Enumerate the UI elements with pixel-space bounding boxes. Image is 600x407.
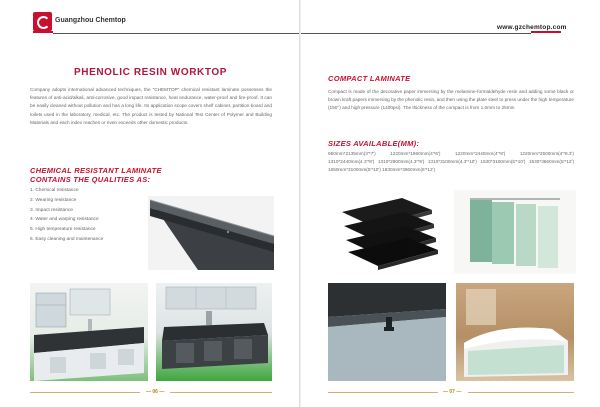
worktop-joint-photo: [328, 283, 446, 381]
header-rule-right: [301, 33, 531, 34]
brand-name: Guangzhou Chemtop: [55, 17, 126, 24]
page-number-rule: [170, 392, 272, 393]
sizes-heading: SIZES AVAILABLE(MM):: [328, 139, 420, 148]
intro-paragraph: Company adopts international advanced techniques, the "CHEMTOP" chemical resistant laminate possesses the features of anti-acid/alkali, anti-corrosive, good impact resistance, heat endurance, water-proof and fire-proof. It can be easily cleaned without pollution and has a long life. Its application scope covers shelf cabinet, partition board and toilets used in the laboratory, medical, etc. The product is tested by National Test Center of Polymer and Building Materials and each index reaches or even exceeds other domestic products.: [30, 87, 272, 125]
page-number-rule: [30, 392, 140, 393]
lab-room-photo-2: [156, 283, 272, 381]
compact-paragraph: Compact is made of the decorative paper immersing by the melamine-formaldehyde resin and adding some black or brown kraft papers immersing by the phenolic resin, and then using the plate steel to press under the high temperature (150°) and high pressure (1400psi). The thickness of the compact is from 1.0mm to 25mm: [328, 89, 574, 111]
qualities-heading: [30, 166, 162, 184]
list-item: 6. Easy cleaning and maintenance: [30, 236, 104, 242]
worktop-edge-photo: [148, 196, 274, 270]
chemtop-logo-icon: [33, 12, 52, 31]
page-number-left: — 06 —: [146, 389, 165, 395]
page-number-rule: [468, 392, 574, 393]
page-number-right: — 07 —: [443, 389, 462, 395]
lab-room-photo-1: [30, 283, 148, 381]
website-url: www.gzchemtop.com: [497, 24, 567, 31]
page-number-value: 06: [152, 389, 158, 395]
page-title: PHENOLIC RESIN WORKTOP: [74, 67, 228, 78]
partition-panels-photo: [454, 190, 576, 274]
reception-desk-photo: [456, 283, 574, 381]
page-fold: [299, 0, 301, 407]
page-number-rule: [328, 392, 438, 393]
header-accent-line: [33, 31, 53, 33]
list-item: 1. Chemical resistance: [30, 188, 79, 193]
list-item: 3. Impact resistance: [30, 207, 73, 213]
qualities-heading-line1: CHEMICAL RESISTANT LAMINATE: [30, 166, 162, 175]
qualities-list: [30, 186, 150, 245]
header-rule-left: [53, 33, 299, 34]
list-item: 4. Water and warping resistance: [30, 217, 99, 223]
list-item: 5. High temperature resistance: [30, 227, 96, 233]
list-item: 2. Wearing resistance: [30, 197, 77, 203]
laminate-panels-photo: [328, 190, 446, 274]
sizes-paragraph: 950mm*2135mm(3'*7') 1220mm*1860mm(4'*6') 1220mm*2440mm(4'*8') 1220mm*2500mm(4'*8.3') 1310*2440mm(4.3'*8') 1310*2800mm(4.3'*9') 1310*3100mm(4.3'*10') 1530*3100mm(5'*10') 1530*3660mm(5'*12') 1650mm*3100mm(5'*10') 1830mm*3660mm(6'*12'): [328, 151, 574, 173]
qualities-heading-line2: CONTAINS THE QUALITIES AS:: [30, 175, 151, 184]
page-number-value: 07: [449, 389, 455, 395]
compact-heading: COMPACT LAMINATE: [328, 74, 411, 83]
header-accent-line-right: [531, 31, 561, 33]
